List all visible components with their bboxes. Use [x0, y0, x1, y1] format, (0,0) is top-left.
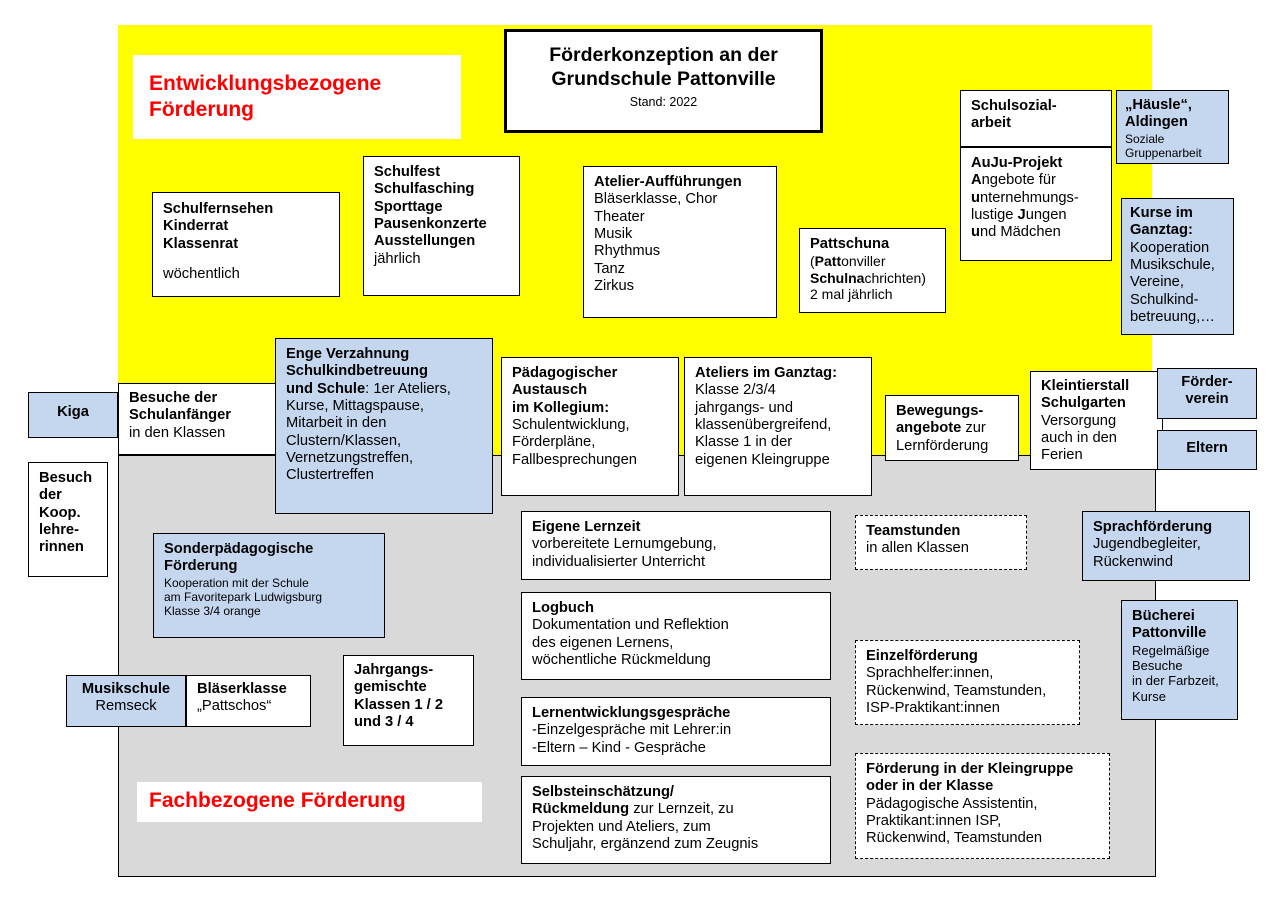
foerderverein-line-1: Förder- [1181, 374, 1233, 390]
musikschule-line-2: Remseck [95, 698, 157, 715]
box-foerderung-kleingruppe [855, 753, 1110, 859]
selbst-line-4: Schuljahr, ergänzend zum Zeugnis [532, 836, 759, 853]
ateliers-title: Ateliers im Ganztag [695, 365, 833, 381]
box-foerderverein [1157, 368, 1257, 419]
box-kurse-im-ganztag [1121, 198, 1234, 335]
auju-l4-rest: nd Mädchen [979, 224, 1061, 241]
haeusle-line-2: Aldingen [1125, 114, 1188, 131]
teamstunden-line-1: Teamstunden [866, 523, 961, 539]
atelier-line-4: Rhythmus [594, 243, 661, 260]
schulfernsehen-line-3: Klassenrat [163, 235, 239, 252]
paed-line-2: Austausch [512, 382, 588, 399]
sprach-line-2: Jugendbegleiter, [1093, 536, 1201, 553]
ateliers-line-5: Klasse 1 in der [695, 434, 793, 451]
kleintier-line-3: Versorgung [1041, 412, 1117, 429]
buecherei-line-5: in der Farbzeit, [1132, 673, 1219, 689]
musikschule-line-1: Musikschule [81, 681, 171, 697]
box-musikschule-remseck [66, 675, 186, 727]
sonder-line-4: am Favoritepark Ludwigsburg [164, 589, 323, 604]
auju-hl-j: J [1017, 207, 1026, 224]
box-ateliers-im-ganztag [684, 357, 872, 496]
sonder-line-1: Sonderpädagogische [164, 541, 314, 557]
schulfest-line-1: Schulfest [374, 164, 441, 180]
pattschuna-frequency: 2 mal jährlich [810, 286, 893, 303]
lernentw-line-2: -Einzelgespräche mit Lehrer:in [532, 722, 732, 739]
paed-line-3: im Kollegium: [512, 399, 610, 416]
box-sprachfoerderung [1082, 511, 1250, 581]
buecherei-line-4: Besuche [1132, 658, 1183, 674]
schulfest-line-5: Ausstellungen [374, 233, 476, 250]
enge-line-3 [286, 381, 482, 398]
kleintier-line-5: Ferien [1041, 447, 1083, 464]
box-atelier-auffuehrungen [583, 166, 777, 318]
lernzeit-line-1: Eigene Lernzeit [532, 519, 641, 535]
box-eltern [1157, 430, 1257, 470]
enge-l3-rest: : 1er Ateliers, [365, 380, 451, 397]
kleingruppe-line-4: Praktikant:innen ISP, [866, 813, 1002, 830]
sprach-line-3: Rückenwind [1093, 553, 1174, 570]
kurse-line-1: Kurse im [1130, 205, 1193, 221]
besuche-line-2: Schulanfänger [129, 407, 232, 424]
schulfest-line-3: Sporttage [374, 198, 443, 215]
logbuch-line-2: Dokumentation und Reflektion [532, 617, 729, 634]
logbuch-line-3: des eigenen Lernens, [532, 634, 674, 651]
blaeserklasse-line-2: „Pattschos“ [197, 698, 272, 715]
lernzeit-line-2: vorbereitete Lernumgebung, [532, 536, 717, 553]
auju-title [971, 155, 1101, 172]
title-line-1: Förderkonzeption an der [549, 44, 778, 66]
paed-line-1: Pädagogischer [512, 365, 618, 381]
einzel-line-4: ISP-Praktikant:innen [866, 700, 1000, 717]
selbst-line-1: Selbsteinschätzung/ [532, 784, 675, 800]
atelier-line-6: Zirkus [594, 278, 634, 295]
paed-line-6: Fallbesprechungen [512, 451, 637, 468]
kleintier-line-2: Schulgarten [1041, 395, 1126, 412]
box-eigene-lernzeit [521, 511, 831, 580]
ateliers-line-2: Klasse 2/3/4 [695, 382, 776, 399]
besuch-koop-line-1: Besuch [39, 470, 93, 486]
title-line-2: Grundschule Pattonville [551, 67, 776, 90]
bewegung-line-2 [896, 420, 1008, 437]
box-buecherei-pattonville [1121, 600, 1238, 720]
ateliers-line-3: jahrgangs- und [695, 399, 793, 416]
box-auju-projekt [960, 147, 1112, 261]
foerderverein-line-2: verein [1185, 391, 1229, 408]
pattschuna-line-3 [810, 270, 935, 287]
box-einzelfoerderung [855, 640, 1080, 725]
auju-j: J [990, 155, 999, 171]
box-bewegungsangebote [885, 395, 1019, 461]
pattschuna-chrichten: chrichten) [864, 269, 926, 286]
section-label-line-2: Förderung [149, 98, 254, 122]
ateliers-line-1 [695, 365, 861, 382]
besuche-line-3: in den Klassen [129, 424, 226, 441]
selbst-l2-bold: Rückmeldung [532, 801, 630, 818]
schulfernsehen-frequency: wöchentlich [163, 266, 240, 283]
selbst-line-3: Projekten und Ateliers, zum [532, 818, 711, 835]
ateliers-line-6: eigenen Kleingruppe [695, 451, 830, 468]
enge-line-5: Mitarbeit in den [286, 415, 387, 432]
section-label-bottom-text: Fachbezogene Förderung [149, 789, 406, 812]
enge-line-2: Schulkindbetreuung [286, 363, 428, 380]
kurse-line-3: Kooperation [1130, 239, 1210, 256]
haeusle-line-1: „Häusle“, [1125, 97, 1192, 113]
sonder-line-3: Kooperation mit der Schule [164, 575, 309, 590]
bewegung-l2-rest: zur [961, 420, 986, 437]
kurse-line-2: Ganztag: [1130, 222, 1193, 239]
diagram-title-box [504, 29, 823, 133]
schulfest-line-4: Pausenkonzerte [374, 216, 487, 233]
pattschuna-schulna: Schulna [810, 269, 865, 286]
logbuch-line-1: Logbuch [532, 600, 594, 616]
haeusle-line-4: Gruppenarbeit [1125, 145, 1202, 160]
einzel-line-2: Sprachhelfer:innen, [866, 665, 994, 682]
box-logbuch [521, 592, 831, 680]
kleingruppe-line-5: Rückenwind, Teamstunden [866, 830, 1043, 847]
enge-line-1: Enge Verzahnung [286, 346, 410, 362]
box-besuche-schulanfaenger [118, 383, 278, 455]
jahrgang-line-2: gemischte [354, 679, 427, 696]
besuche-line-1: Besuche der [129, 390, 218, 406]
schulfest-line-2: Schulfasching [374, 181, 475, 198]
box-schulfest [363, 156, 520, 296]
box-besuch-kooplehrerinnen [28, 462, 108, 577]
box-kiga [28, 392, 118, 438]
box-schulfernsehen [152, 192, 340, 297]
teamstunden-line-2: in allen Klassen [866, 540, 969, 557]
jahrgang-line-1: Jahrgangs- [354, 662, 434, 678]
bewegung-l2-bold: angebote [896, 420, 962, 437]
selbst-l2-rest: zur Lernzeit, zu [629, 801, 734, 818]
kiga-label: Kiga [57, 404, 89, 420]
blaeserklasse-line-1: Bläserklasse [197, 681, 287, 697]
schulfernsehen-line-1: Schulfernsehen [163, 201, 274, 217]
auju-line-3 [971, 207, 1101, 224]
atelier-title: Atelier-Aufführungen [594, 174, 742, 190]
pattschuna-onviller: onviller [841, 253, 886, 270]
box-pattschuna [799, 228, 946, 313]
buecherei-line-2: Pattonville [1132, 625, 1207, 642]
bewegung-line-1: Bewegungs- [896, 403, 984, 419]
buecherei-line-1: Bücherei [1132, 608, 1195, 624]
ateliers-line-4: klassenübergreifend, [695, 417, 832, 434]
logbuch-line-4: wöchentliche Rückmeldung [532, 652, 711, 669]
einzel-line-3: Rückenwind, Teamstunden, [866, 682, 1047, 699]
atelier-line-1: Bläserklasse, Chor [594, 191, 718, 208]
kurse-line-5: Vereine, [1130, 274, 1184, 291]
paed-line-4: Schulentwicklung, [512, 417, 630, 434]
pattschuna-patt: Patt [814, 253, 842, 270]
schulfernsehen-line-2: Kinderrat [163, 218, 229, 235]
box-sonderpaedagogische-foerderung [153, 533, 385, 638]
schulsozialarbeit-line-2: arbeit [971, 115, 1011, 132]
section-label-fachbezogene [137, 782, 482, 822]
pattschuna-line-2 [810, 253, 935, 270]
box-schulsozialarbeit [960, 90, 1112, 147]
atelier-line-2: Theater [594, 208, 645, 225]
lernentw-line-3: -Eltern – Kind - Gespräche [532, 739, 706, 756]
schulsozialarbeit-line-1: Schulsozial- [971, 98, 1057, 114]
box-jahrgangsgemischte-klassen [343, 655, 474, 746]
auju-projekt: -Projekt [1007, 155, 1063, 171]
auju-a1: A [971, 155, 982, 171]
auju-hl-u: u [971, 189, 980, 206]
section-label-line-1: Entwicklungsbezogene [149, 72, 382, 95]
lernzeit-line-3: individualisierter Unterricht [532, 553, 706, 570]
lernentw-line-1: Lernentwicklungsgespräche [532, 705, 731, 721]
kurse-line-7: betreuung,… [1130, 309, 1215, 326]
atelier-line-5: Tanz [594, 260, 626, 277]
auju-line-1 [971, 172, 1101, 189]
sprach-line-1: Sprachförderung [1093, 519, 1213, 535]
kleingruppe-line-1: Förderung in der Kleingruppe [866, 761, 1074, 777]
kleintier-line-4: auch in den [1041, 430, 1117, 447]
schulfest-frequency: jährlich [374, 250, 421, 267]
bewegung-line-3: Lernförderung [896, 437, 989, 454]
auju-l2-rest: nternehmungs- [979, 189, 1079, 206]
auju-line-2 [971, 190, 1101, 207]
auju-u2: u [998, 155, 1008, 171]
kleingruppe-line-2: oder in der Klasse [866, 778, 994, 795]
auju-line-4 [971, 224, 1101, 241]
jahrgang-line-3: Klassen 1 / 2 [354, 696, 443, 713]
box-enge-verzahnung [275, 338, 493, 514]
eltern-label: Eltern [1186, 440, 1228, 456]
box-blaeserklasse [186, 675, 311, 727]
einzel-line-1: Einzelförderung [866, 648, 978, 664]
box-lernentwicklungsgespraeche [521, 697, 831, 766]
box-selbsteinschaetzung [521, 776, 831, 864]
sonder-line-2: Förderung [164, 558, 238, 575]
enge-line-8: Clustertreffen [286, 467, 374, 484]
section-label-entwicklungsbezogene [133, 55, 461, 139]
ateliers-colon: : [832, 365, 838, 381]
kleintier-line-1: Kleintierstall [1041, 378, 1130, 394]
pattschuna-paren: ( [810, 253, 815, 270]
enge-line-6: Clustern/Klassen, [286, 432, 402, 449]
box-paedagogischer-austausch [501, 357, 679, 496]
selbst-line-2 [532, 801, 820, 818]
auju-hl-u2: u [971, 224, 980, 241]
buecherei-line-6: Kurse [1132, 688, 1166, 704]
enge-line-4: Kurse, Mittagspause, [286, 398, 424, 415]
haeusle-line-3: Soziale [1125, 131, 1165, 146]
box-teamstunden [855, 515, 1027, 570]
besuch-koop-line-3: Koop. [39, 504, 81, 521]
jahrgang-line-4: und 3 / 4 [354, 714, 414, 731]
pattschuna-title: Pattschuna [810, 236, 890, 252]
kleingruppe-line-3: Pädagogische Assistentin, [866, 795, 1038, 812]
atelier-line-3: Musik [594, 226, 633, 243]
besuch-koop-line-2: der [39, 487, 62, 504]
paed-line-5: Förderpläne, [512, 434, 596, 451]
title-stand: Stand: 2022 [629, 94, 698, 109]
kurse-line-4: Musikschule, [1130, 257, 1215, 274]
buecherei-line-3: Regelmäßige [1132, 642, 1210, 658]
box-kleintierstall-schulgarten [1030, 371, 1163, 470]
auju-u1: u [981, 155, 991, 171]
kurse-line-6: Schulkind- [1130, 291, 1199, 308]
auju-hl-a: A [971, 172, 982, 189]
box-haeusle-aldingen [1116, 90, 1229, 164]
auju-l3-pre: lustige [971, 207, 1018, 224]
auju-l3-rest: ungen [1025, 207, 1067, 224]
auju-l1-rest: ngebote für [981, 172, 1056, 189]
besuch-koop-line-4: lehre- [39, 522, 79, 539]
enge-line-7: Vernetzungstreffen, [286, 450, 414, 467]
enge-l3-bold: und Schule [286, 380, 366, 397]
besuch-koop-line-5: rinnen [39, 539, 84, 556]
sonder-line-5: Klasse 3/4 orange [164, 604, 261, 618]
